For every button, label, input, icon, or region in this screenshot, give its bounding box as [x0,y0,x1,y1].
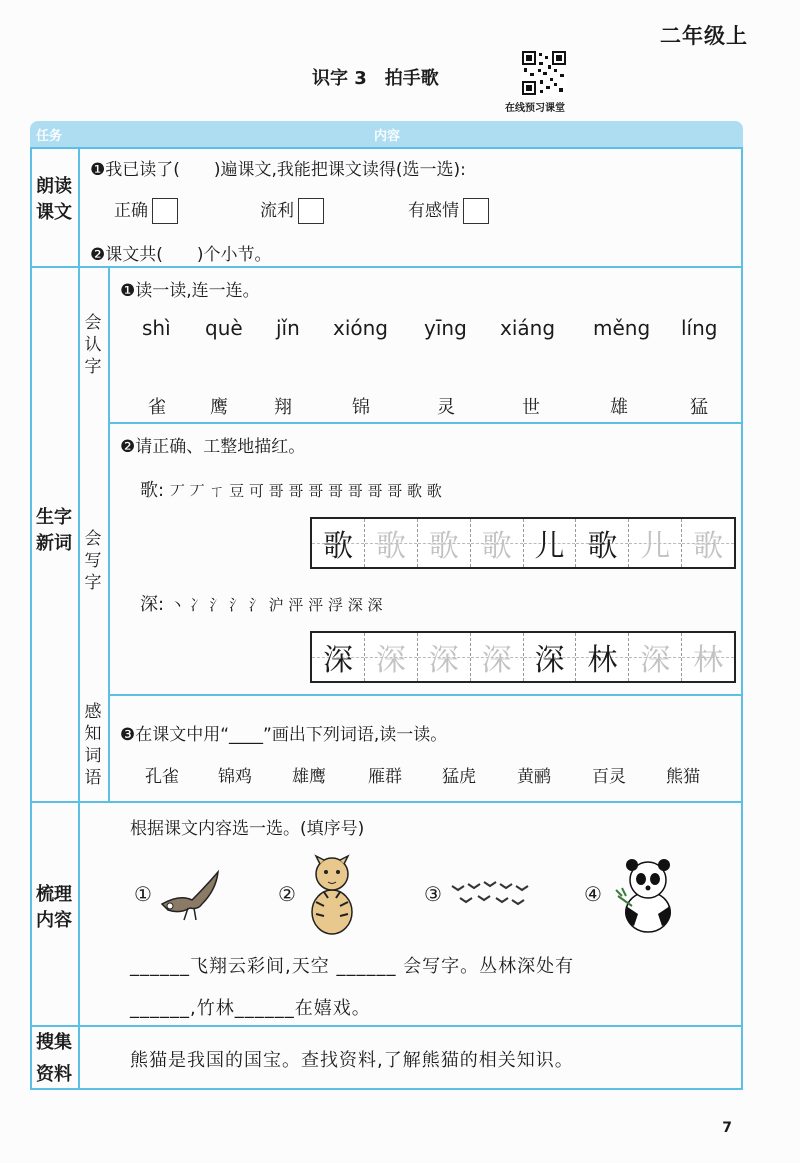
tracing-grid[interactable] [310,517,736,569]
subtask-label: 会 认 字 [84,313,102,377]
task-label: 搜集 资料 [36,1032,72,1085]
table-header [30,121,743,147]
geese-flock-icon [448,876,532,912]
tracing-cell[interactable]: 儿 [524,519,577,567]
tracing-cell[interactable]: 深 [418,633,471,681]
lesson-title: 识字 3 拍手歌 [312,68,439,89]
option-fluent: 流利 [260,196,324,224]
hanzi: 猛 [690,397,708,418]
subcolumn-divider [108,268,110,801]
row-divider [108,422,743,424]
word: 雄鹰 [292,767,326,787]
marker: ① [134,882,152,906]
task-label: 梳理 内容 [36,884,72,931]
tracing-cell[interactable]: 歌 [471,519,524,567]
page-number: 7 [722,1120,732,1136]
marker: ③ [424,882,442,906]
option-checkbox[interactable] [298,198,324,224]
pinyin: líng [681,316,718,340]
pinyin: xióng [333,316,388,340]
tracing-cell[interactable]: 歌 [682,519,734,567]
option-emotion: 有感情 [408,196,489,224]
stroke-order: 深: 丶 冫 氵 氵 氵 沪 泙 泙 浮 深 深 [140,594,383,615]
tracing-cell[interactable]: 歌 [365,519,418,567]
tracing-grid[interactable] [310,631,736,683]
word: 黄鹂 [517,767,551,787]
task-column-header: 任务 [36,129,63,144]
word: 雁群 [368,767,402,787]
tracing-cell[interactable]: 深 [524,633,577,681]
organize-instruction: 根据课文内容选一选。(填序号) [130,819,365,839]
hanzi: 雄 [610,397,628,418]
eagle-icon [158,866,228,926]
task-label: 生字 新词 [36,507,72,554]
pinyin: měng [593,316,651,340]
subtask-label: 感 知 词 语 [84,702,102,788]
content-column-header: 内容 [374,129,401,144]
stroke-order: 歌: 丆 丆 ㄒ 豆 可 哥 哥 哥 哥 哥 哥 哥 歌 歌 [140,480,442,501]
marker: ② [278,882,296,906]
word: 百灵 [592,767,626,787]
hanzi: 锦 [352,397,370,418]
tracing-cell[interactable]: 歌 [576,519,629,567]
row-divider [30,801,743,803]
task-label: 朗读 课文 [36,176,72,223]
row-divider [30,1025,743,1027]
tracing-cell[interactable]: 林 [682,633,734,681]
pinyin: shì [142,316,171,340]
pinyin: yīng [424,316,467,340]
word: 锦鸡 [218,767,252,787]
hanzi: 鹰 [210,397,228,418]
tracing-cell[interactable]: 深 [471,633,524,681]
option-checkbox[interactable] [152,198,178,224]
tracing-cell[interactable]: 深 [629,633,682,681]
pinyin: xiáng [500,316,556,340]
word: 熊猫 [666,767,700,787]
hanzi: 雀 [148,397,166,418]
tracing-cell[interactable]: 儿 [629,519,682,567]
pinyin: què [205,316,243,340]
option-correct: 正确 [114,196,178,224]
task-column-divider [78,147,80,1090]
tracing-cell[interactable]: 深 [312,633,365,681]
word: 孔雀 [145,767,179,787]
reading-question-1: ❶我已读了( )遍课文,我能把课文读得(选一选): [90,160,466,180]
fill-blank-line-2[interactable]: ______,竹林______在嬉戏。 [130,998,371,1019]
fill-blank-line-1[interactable]: ______飞翔云彩间,天空 ______ 会写字。丛林深处有 [130,956,575,977]
recognize-instruction: ❶读一读,连一连。 [120,281,260,301]
row-divider [30,266,743,268]
option-checkbox[interactable] [463,198,489,224]
word: 猛虎 [442,767,476,787]
tracing-cell[interactable]: 林 [576,633,629,681]
pinyin: jǐn [276,316,300,340]
row-divider [108,694,743,696]
hanzi: 翔 [274,397,292,418]
perceive-instruction: ❸在课文中用“____”画出下列词语,读一读。 [120,725,448,745]
grade-label: 二年级上 [660,24,748,48]
tracing-cell[interactable]: 歌 [312,519,365,567]
tracing-cell[interactable]: 深 [365,633,418,681]
tiger-icon [302,852,362,938]
qr-code-icon[interactable] [521,50,567,96]
marker: ④ [584,882,602,906]
qr-label: 在线预习课堂 [505,103,565,114]
tracing-cell[interactable]: 歌 [418,519,471,567]
hanzi: 灵 [437,397,455,418]
hanzi: 世 [522,397,540,418]
panda-icon [612,856,682,936]
collect-text: 熊猫是我国的国宝。查找资料,了解熊猫的相关知识。 [130,1050,574,1071]
write-instruction: ❷请正确、工整地描红。 [120,437,306,457]
subtask-label: 会 写 字 [84,529,102,593]
reading-question-2: ❷课文共( )个小节。 [90,245,272,265]
